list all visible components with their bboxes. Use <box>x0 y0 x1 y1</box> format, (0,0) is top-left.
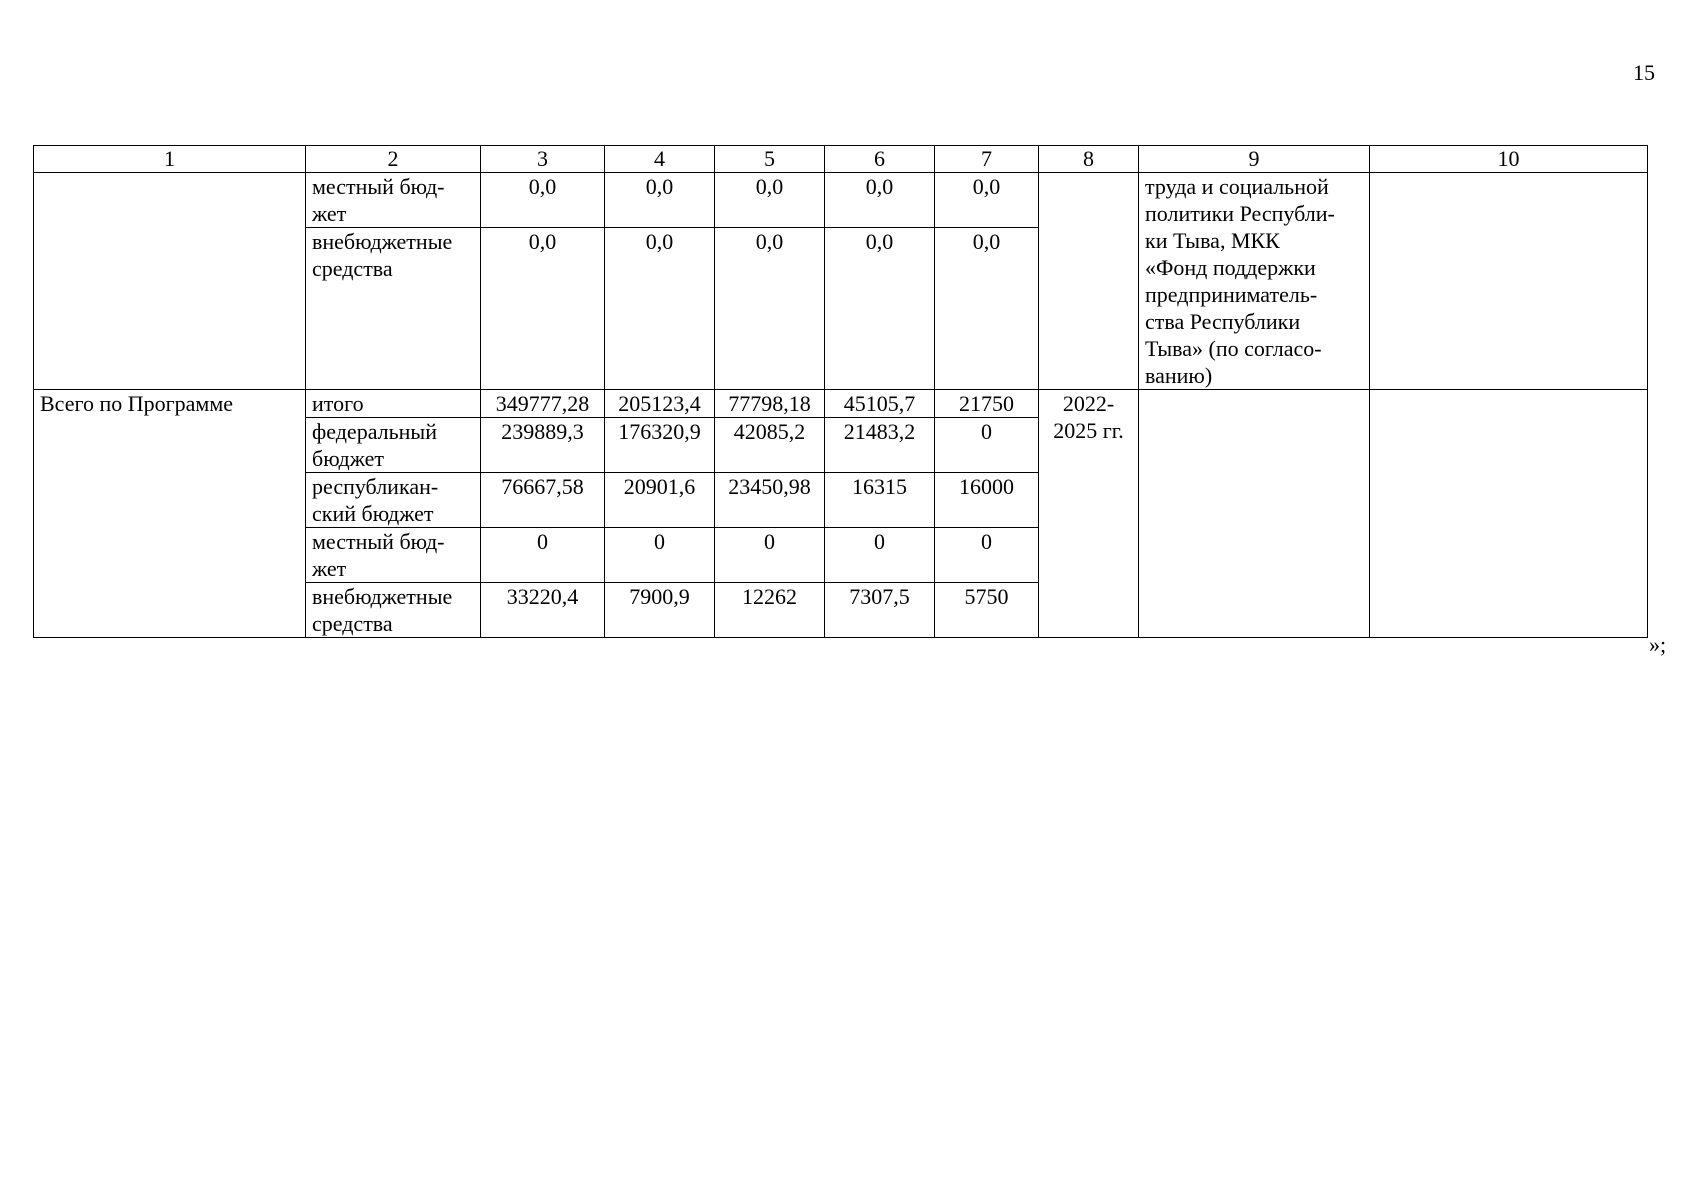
column-number-6: 6 <box>825 146 935 173</box>
amount-cell: 0,0 <box>935 173 1039 228</box>
amount-cell: 77798,18 <box>715 390 825 418</box>
funding-source-label: внебюджетные средства <box>306 228 481 390</box>
period-cell <box>1039 173 1139 390</box>
amount-cell: 0 <box>605 528 715 583</box>
page-number: 15 <box>1633 60 1655 85</box>
amount-cell: 0 <box>935 528 1039 583</box>
column-number-1: 1 <box>34 146 306 173</box>
amount-cell: 7307,5 <box>825 583 935 638</box>
amount-cell: 0,0 <box>825 228 935 390</box>
header-row <box>34 146 1648 173</box>
amount-cell: 205123,4 <box>605 390 715 418</box>
column-number-3: 3 <box>481 146 605 173</box>
table-body <box>34 146 1648 638</box>
amount-cell: 42085,2 <box>715 418 825 473</box>
amount-cell: 5750 <box>935 583 1039 638</box>
column-number-9: 9 <box>1139 146 1370 173</box>
amount-cell: 0,0 <box>935 228 1039 390</box>
amount-cell: 0,0 <box>715 173 825 228</box>
column-number-7: 7 <box>935 146 1039 173</box>
funding-source-label: итого <box>306 390 481 418</box>
column-number-10: 10 <box>1370 146 1648 173</box>
amount-cell: 45105,7 <box>825 390 935 418</box>
amount-cell: 12262 <box>715 583 825 638</box>
column-number-5: 5 <box>715 146 825 173</box>
amount-cell: 20901,6 <box>605 473 715 528</box>
funding-source-label: внебюджетные средства <box>306 583 481 638</box>
executor-cell: труда и социальной политики Республи- ки Тыва, МКК «Фонд поддержки предприниматель- ства Республики Тыва» (по согласо- ванию) <box>1139 173 1370 390</box>
table-row <box>34 390 1648 418</box>
amount-cell: 0 <box>715 528 825 583</box>
funding-source-label: местный бюд- жет <box>306 528 481 583</box>
table-row <box>34 173 1648 228</box>
period-cell: 2022- 2025 гг. <box>1039 390 1139 638</box>
amount-cell: 16315 <box>825 473 935 528</box>
amount-cell: 0,0 <box>605 173 715 228</box>
amount-cell: 7900,9 <box>605 583 715 638</box>
closing-quote: »; <box>1649 632 1667 657</box>
program-total-title: Всего по Программе <box>34 390 306 638</box>
funding-source-label: федеральный бюджет <box>306 418 481 473</box>
funding-source-label: республикан- ский бюджет <box>306 473 481 528</box>
amount-cell: 33220,4 <box>481 583 605 638</box>
amount-cell: 0 <box>935 418 1039 473</box>
amount-cell: 0,0 <box>481 228 605 390</box>
executor-cell <box>1139 390 1370 638</box>
result-cell <box>1370 173 1648 390</box>
amount-cell: 0,0 <box>825 173 935 228</box>
column-number-2: 2 <box>306 146 481 173</box>
column-number-8: 8 <box>1039 146 1139 173</box>
amount-cell: 0,0 <box>481 173 605 228</box>
empty-cell <box>34 173 306 390</box>
amount-cell: 21750 <box>935 390 1039 418</box>
budget-table <box>33 145 1648 638</box>
amount-cell: 0,0 <box>715 228 825 390</box>
funding-source-label: местный бюд- жет <box>306 173 481 228</box>
result-cell <box>1370 390 1648 638</box>
amount-cell: 0,0 <box>605 228 715 390</box>
amount-cell: 23450,98 <box>715 473 825 528</box>
amount-cell: 16000 <box>935 473 1039 528</box>
amount-cell: 349777,28 <box>481 390 605 418</box>
amount-cell: 76667,58 <box>481 473 605 528</box>
column-number-4: 4 <box>605 146 715 173</box>
amount-cell: 0 <box>481 528 605 583</box>
amount-cell: 176320,9 <box>605 418 715 473</box>
amount-cell: 239889,3 <box>481 418 605 473</box>
amount-cell: 21483,2 <box>825 418 935 473</box>
amount-cell: 0 <box>825 528 935 583</box>
